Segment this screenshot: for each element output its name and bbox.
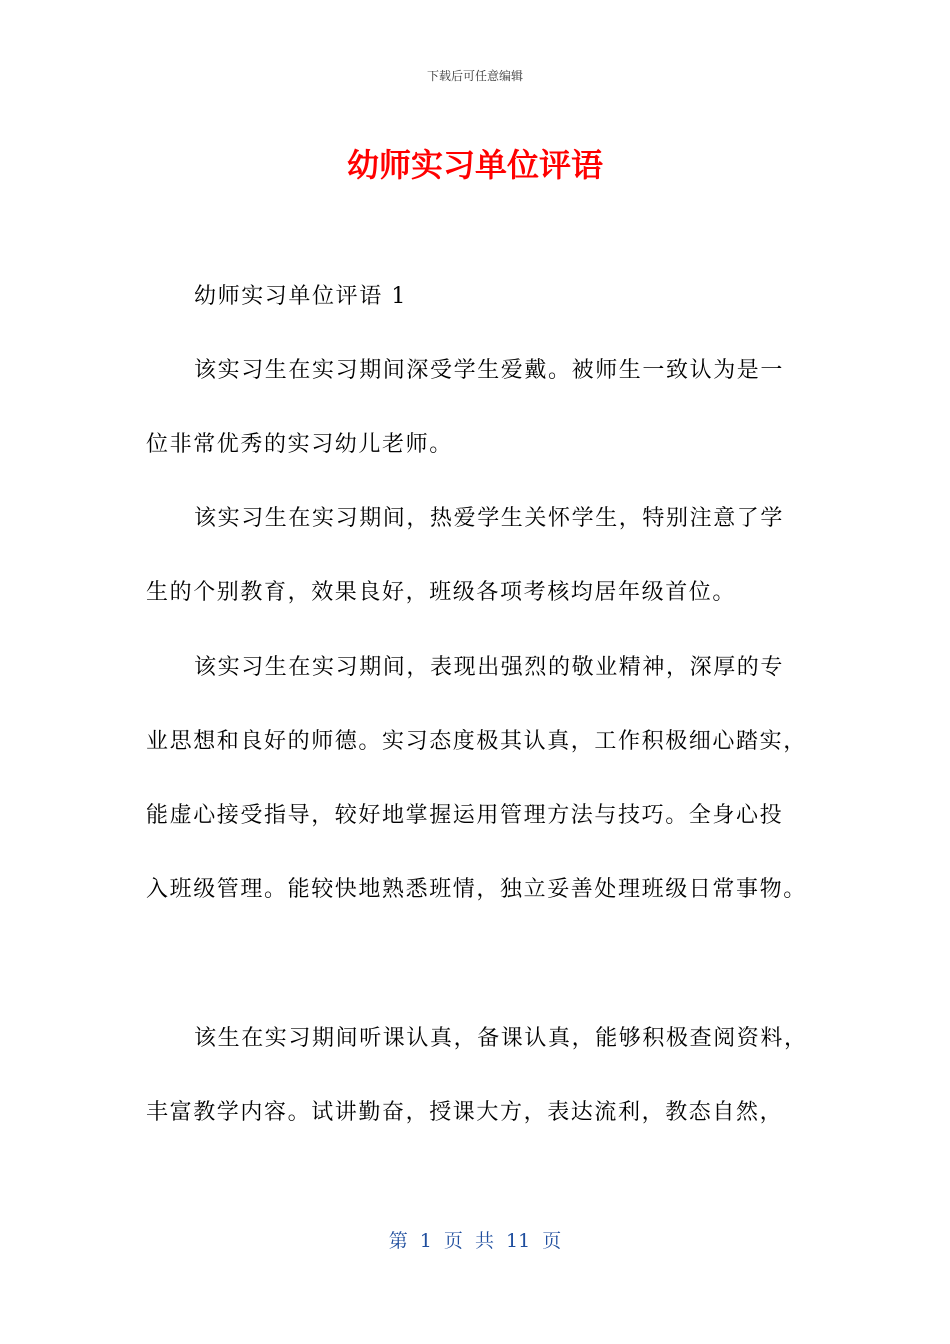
paragraph-line: 该实习生在实习期间深受学生爱戴。被师生一致认为是一 (194, 358, 785, 383)
paragraph-line: 能虚心接受指导，较好地掌握运用管理方法与技巧。全身心投 (146, 803, 784, 828)
paragraph-line: 位非常优秀的实习幼儿老师。 (146, 432, 453, 457)
paragraph-line: 业思想和良好的师德。实习态度极其认真，工作积极细心踏实， (146, 729, 807, 754)
section-heading: 幼师实习单位评语 1 (194, 284, 407, 309)
paragraph-line: 生的个别教育，效果良好，班级各项考核均居年级首位。 (146, 580, 737, 605)
document-title: 幼师实习单位评语 (346, 146, 603, 184)
paragraph-line: 该实习生在实习期间，热爱学生关怀学生，特别注意了学 (194, 506, 785, 531)
paragraph-line: 入班级管理。能较快地熟悉班情，独立妥善处理班级日常事物。 (146, 877, 807, 902)
paragraph-line: 丰富教学内容。试讲勤奋，授课大方，表达流利，教态自然， (146, 1100, 784, 1125)
page-number-footer: 第 1 页 共 11 页 (388, 1230, 562, 1252)
paragraph-line: 该实习生在实习期间，表现出强烈的敬业精神，深厚的专 (194, 655, 785, 680)
paragraph-line: 该生在实习期间听课认真，备课认真，能够积极查阅资料， (194, 1026, 808, 1051)
header-note: 下载后可任意编辑 (426, 69, 523, 83)
